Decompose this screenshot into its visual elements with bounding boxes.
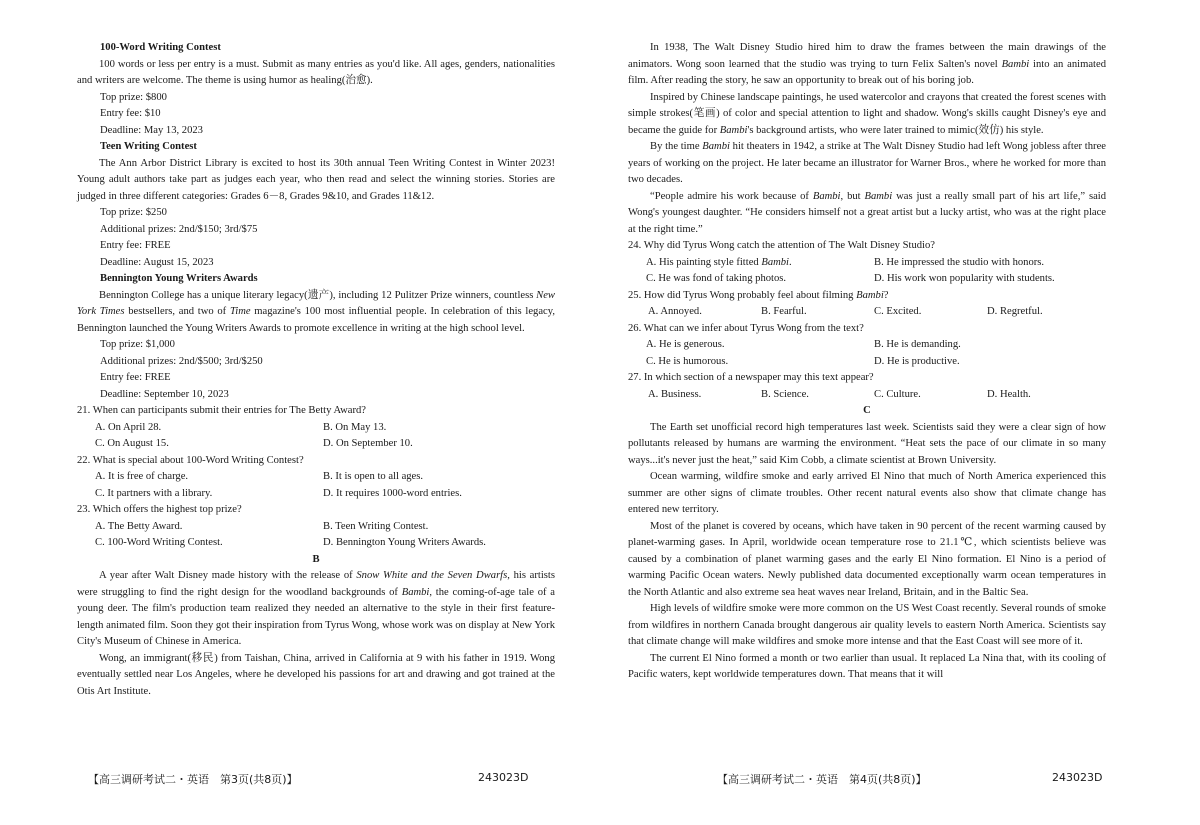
contest2-fee: Entry fee: FREE — [100, 240, 171, 251]
contest3-prize: Top prize: $1,000 — [100, 339, 175, 350]
option: D. Bennington Young Writers Awards. — [323, 537, 486, 548]
option: C. Culture. — [874, 388, 921, 400]
section-c-paragraph-3: Most of the planet is covered by oceans, which have taken in 90 percent of the recent warming caused by planet-warming gases. In April, worldwide ocean temperature rose to 21.1℃, which scientists believe was caused by a combination of planet warming gases and the early El Nino formation. El Nino is a period of warming Pacific Ocean waters. Newly published data documented exceptionally warm ocean temperatures in the North Atlantic and also extreme sea heat waves near Ireland, Britain, and in the Baltic Sea. — [628, 520, 1106, 598]
option: A. Annoyed. — [648, 306, 702, 317]
contest3-title: Bennington Young Writers Awards — [100, 273, 258, 284]
option: B. Fearful. — [761, 306, 807, 317]
question-22-options — [77, 469, 555, 502]
b-paragraph-6: “People admire his work because of Bambi, but Bambi was just a really small part of his art life,” said Wong's youngest daughter. “He considers himself not a great artist but a lucky artist, who was at the right place at the right time.” — [628, 190, 1107, 235]
option: A. The Betty Award. — [95, 520, 183, 532]
left-footer-title: 【高三调研考试二・英语 第3页(共8页)】 — [88, 773, 298, 786]
right-page — [628, 40, 1106, 684]
b-paragraph-4: Inspired by Chinese landscape paintings, he used watercolor and crayons that created the forest scenes with simple strokes(笔画) of color and special attention to light and shadow. Wong's skills caught Disney's eye and became the guide for Bambi's background artists, who were later trained to mimic(效仿) his style. — [628, 91, 1106, 136]
contest2-prize: Top prize: $250 — [100, 207, 167, 218]
question-25: 25. How did Tyrus Wong probably feel about filming Bambi? — [628, 289, 889, 301]
question-24: 24. Why did Tyrus Wong catch the attention of The Walt Disney Studio? — [628, 240, 935, 251]
question-21: 21. When can participants submit their entries for The Betty Award? — [77, 405, 366, 416]
contest1-description: 100 words or less per entry is a must. Submit as many entries as you'd like. All ages, genders, nationalities and writers are welcome. The theme is using humor as healing(治愈). — [77, 58, 555, 86]
option: C. It partners with a library. — [95, 487, 213, 499]
contest2-description: The Ann Arbor District Library is excited to host its 30th annual Teen Writing Contest in Winter 2023! Young adult authors take part as judges each year, who then read and select the winning stories. Stories are judged in three different categories: Grades 6－8, Grades 9&10, and Grades 11&12. — [77, 157, 555, 202]
question-23-options — [77, 519, 555, 552]
section-b-paragraph-2: Wong, an immigrant(移民) from Taishan, China, arrived in California at 9 with his father in 1919. Wong eventually settled near Los Angeles, where he developed his passions for art and drawing and got trained at the Otis Art Institute. — [77, 652, 555, 697]
question-26-options — [628, 337, 1106, 370]
option: C. 100-Word Writing Contest. — [95, 537, 223, 548]
section-b-heading: B — [312, 553, 320, 565]
contest3-additional-prizes: Additional prizes: 2nd/$500; 3rd/$250 — [100, 355, 263, 367]
option: D. His work won popularity with students. — [874, 273, 1055, 284]
section-c-paragraph-4: High levels of wildfire smoke were more common on the US West Coast recently. Several rounds of smoke from wildfires in northern Canada brought dangerous air quality levels to eastern North America. Scientists say that climate change will make wildfires and smoke more intense and that the East Coast will see more of it. — [628, 603, 1106, 647]
section-b-paragraph-1: A year after Walt Disney made history with the release of Snow White and the Seven Dwarfs, his artists were struggling to find the right design for the woodland backgrounds of Bambi, the coming-of-age tale of a young deer. The film's production team realized they needed an alternative to the style in their first feature-length animated film. Soon they got their inspiration from Tyrus Wong, whose work was on display at New York City's Museum of Chinese in America. — [77, 570, 555, 647]
b-paragraph-3: In 1938, The Walt Disney Studio hired him to draw the frames between the main drawings of the animators. Wong soon learned that the studio was trying to turn Felix Salten's novel Bambi into an animated film. After reading the story, he saw an opportunity to break out of his boring job. — [628, 42, 1106, 86]
option: D. On September 10. — [323, 438, 413, 449]
contest2-title: Teen Writing Contest — [100, 141, 197, 152]
option: B. He impressed the studio with honors. — [874, 256, 1045, 268]
option: A. He is generous. — [646, 339, 725, 350]
option: C. He is humorous. — [646, 355, 729, 367]
contest1-prize: Top prize: $800 — [100, 91, 167, 103]
contest2-deadline: Deadline: August 15, 2023 — [100, 256, 214, 268]
option: B. Science. — [761, 388, 809, 400]
option: C. Excited. — [874, 306, 922, 317]
option: D. It requires 1000-word entries. — [323, 487, 462, 499]
left-footer-code: 243023D — [478, 771, 529, 784]
option: D. Regretful. — [987, 306, 1043, 317]
contest3-description: Bennington College has a unique literary legacy(遗产), including 12 Pulitzer Prize winners, countless New York Times bestsellers, and two of Time magazine's 100 most influential people. In celebration of this legacy, Bennington launched the Young Writers Awards to promote excellence in writing at the high school level. — [77, 289, 555, 334]
right-footer-code: 243023D — [1052, 771, 1103, 784]
option: A. It is free of charge. — [95, 471, 189, 482]
section-c-heading: C — [863, 405, 871, 416]
option: B. He is demanding. — [874, 339, 961, 350]
question-27-options — [628, 387, 1106, 404]
left-page — [77, 40, 555, 700]
question-27: 27. In which section of a newspaper may this text appear? — [628, 372, 874, 383]
right-footer-title: 【高三调研考试二・英语 第4页(共8页)】 — [717, 773, 927, 786]
option: D. Health. — [987, 388, 1031, 400]
contest2-additional-prizes: Additional prizes: 2nd/$150; 3rd/$75 — [100, 223, 258, 235]
section-c-paragraph-2: Ocean warming, wildfire smoke and early arrived El Nino that much of North America experienced this summer are other signs of climate troubles. Other recent natural events also show that climate change has entered new territory. — [628, 471, 1106, 515]
option: D. He is productive. — [874, 355, 960, 367]
option: A. His painting style fitted Bambi. — [646, 256, 792, 268]
question-24-options — [628, 255, 1106, 288]
section-c-paragraph-5: The current El Nino formed a month or two earlier than usual. It replaced La Nina that, with its cooling of Pacific waters, kept worldwide temperatures down. That means that it will — [628, 652, 1106, 680]
option: A. On April 28. — [95, 421, 162, 433]
section-c-paragraph-1: The Earth set unofficial record high temperatures last week. Scientists said they were a clear sign of how pollutants released by humans are warming the environment. “Heat sets the pace of our climate in so many ways...it's never just the heat,” said Kim Cobb, a climate scientist at Brown University. — [628, 421, 1106, 466]
contest3-fee: Entry fee: FREE — [100, 372, 171, 383]
question-23: 23. Which offers the highest top prize? — [77, 504, 242, 515]
question-25-options — [628, 304, 1106, 321]
contest1-title: 100-Word Writing Contest — [100, 42, 221, 53]
question-22: 22. What is special about 100-Word Writing Contest? — [77, 454, 304, 466]
option: A. Business. — [648, 388, 702, 400]
contest3-deadline: Deadline: September 10, 2023 — [100, 388, 229, 400]
contest1-deadline: Deadline: May 13, 2023 — [100, 124, 203, 136]
option: C. He was fond of taking photos. — [646, 273, 787, 284]
question-21-options — [77, 420, 555, 453]
question-26: 26. What can we infer about Tyrus Wong from the text? — [628, 322, 864, 334]
b-paragraph-5: By the time Bambi hit theaters in 1942, a strike at The Walt Disney Studio had left Wong jobless after three years of working on the project. He later became an illustrator for Warner Bros., where he worked for more than two decades. — [628, 141, 1106, 185]
option: B. It is open to all ages. — [323, 471, 424, 482]
contest1-fee: Entry fee: $10 — [100, 108, 161, 119]
option: B. Teen Writing Contest. — [323, 520, 429, 532]
option: C. On August 15. — [95, 438, 169, 449]
option: B. On May 13. — [323, 421, 387, 433]
